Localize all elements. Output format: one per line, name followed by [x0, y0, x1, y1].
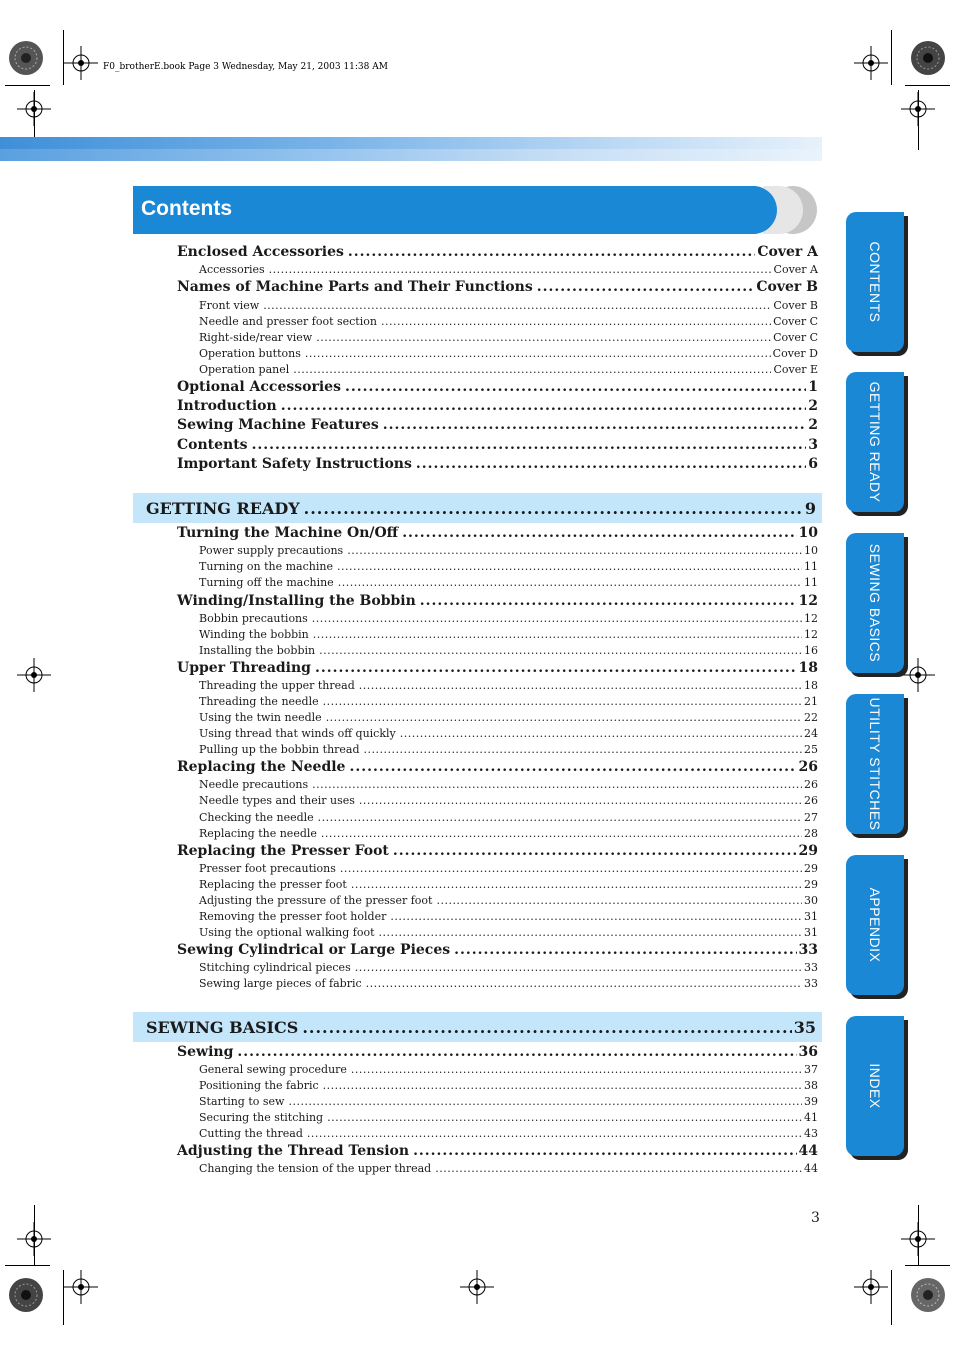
toc-subentry[interactable]: Needle and presser foot section ..... Cover C	[199, 315, 818, 329]
color-rosette-icon	[910, 1277, 946, 1313]
toc-subentry[interactable]: Operation buttons ..... Cover D	[199, 347, 818, 361]
toc-subentry[interactable]: Adjusting the pressure of the presser foot ..... 30	[199, 894, 818, 908]
toc-subentry[interactable]: Turning off the machine ..... 11	[199, 576, 818, 590]
tab-appendix[interactable]: APPENDIX	[846, 855, 904, 995]
section-header-getting-ready[interactable]: GETTING READY ..... 9	[133, 493, 822, 523]
registration-mark-icon	[64, 46, 98, 80]
toc-entry[interactable]: Introduction ..... 2	[177, 398, 818, 416]
toc-entry[interactable]: Adjusting the Thread Tension ..... 44	[177, 1143, 818, 1161]
toc-subentry[interactable]: Removing the presser foot holder ..... 31	[199, 910, 818, 924]
toc-subentry[interactable]: Cutting the thread ..... 43	[199, 1127, 818, 1141]
toc-entry[interactable]: Names of Machine Parts and Their Functions ..... Cover B	[177, 279, 818, 297]
top-gradient-bar	[0, 137, 822, 161]
toc-entry[interactable]: Sewing Machine Features ..... 2	[177, 417, 818, 435]
tab-index[interactable]: INDEX	[846, 1016, 904, 1156]
toc-subentry[interactable]: General sewing procedure ..... 37	[199, 1063, 818, 1077]
toc-subentry[interactable]: Winding the bobbin ..... 12	[199, 628, 818, 642]
registration-mark-icon	[901, 658, 935, 692]
registration-mark-icon	[17, 1222, 51, 1256]
toc-subentry[interactable]: Checking the needle ..... 27	[199, 811, 818, 825]
registration-mark-icon	[460, 1270, 494, 1304]
toc-subentry[interactable]: Using thread that winds off quickly ..... 24	[199, 727, 818, 741]
toc-entry[interactable]: Upper Threading ..... 18	[177, 660, 818, 678]
toc-subentry[interactable]: Replacing the presser foot ..... 29	[199, 878, 818, 892]
registration-mark-icon	[854, 46, 888, 80]
toc-subentry[interactable]: Replacing the needle ..... 28	[199, 827, 818, 841]
section-header-sewing-basics[interactable]: SEWING BASICS ..... 35	[133, 1012, 822, 1042]
color-rosette-icon	[8, 40, 44, 76]
toc-subentry[interactable]: Bobbin precautions ..... 12	[199, 612, 818, 626]
toc-subentry[interactable]: Stitching cylindrical pieces ..... 33	[199, 961, 818, 975]
toc-subentry[interactable]: Presser foot precautions ..... 29	[199, 862, 818, 876]
toc-entry[interactable]: Sewing ..... 36	[177, 1044, 818, 1062]
registration-mark-icon	[901, 92, 935, 126]
toc-subentry[interactable]: Right-side/rear view ..... Cover C	[199, 331, 818, 345]
toc-subentry[interactable]: Needle types and their uses ..... 26	[199, 794, 818, 808]
registration-mark-icon	[17, 658, 51, 692]
toc-subentry[interactable]: Sewing large pieces of fabric ..... 33	[199, 977, 818, 991]
toc-subentry[interactable]: Operation panel ..... Cover E	[199, 363, 818, 377]
toc-subentry[interactable]: Positioning the fabric ..... 38	[199, 1079, 818, 1093]
toc-entry[interactable]: Contents ..... 3	[177, 437, 818, 455]
tab-getting-ready[interactable]: GETTING READY	[846, 372, 904, 512]
page-title: Contents	[141, 197, 232, 220]
tab-utility-stitches[interactable]: UTILITY STITCHES	[846, 694, 904, 834]
toc-subentry[interactable]: Turning on the machine ..... 11	[199, 560, 818, 574]
toc-subentry[interactable]: Front view ..... Cover B	[199, 299, 818, 313]
toc-entry[interactable]: Optional Accessories ..... 1	[177, 379, 818, 397]
toc-subentry[interactable]: Pulling up the bobbin thread ..... 25	[199, 743, 818, 757]
registration-mark-icon	[901, 1222, 935, 1256]
toc-entry[interactable]: Replacing the Needle ..... 26	[177, 759, 818, 777]
color-rosette-icon	[910, 40, 946, 76]
toc-subentry[interactable]: Changing the tension of the upper thread ..... 44	[199, 1162, 818, 1176]
color-rosette-icon	[8, 1277, 44, 1313]
toc-subentry[interactable]: Using the twin needle ..... 22	[199, 711, 818, 725]
toc-subentry[interactable]: Needle precautions ..... 26	[199, 778, 818, 792]
registration-mark-icon	[64, 1270, 98, 1304]
toc-subentry[interactable]: Threading the needle ..... 21	[199, 695, 818, 709]
toc-entry[interactable]: Important Safety Instructions ..... 6	[177, 456, 818, 474]
tab-contents[interactable]: CONTENTS	[846, 212, 904, 352]
tab-sewing-basics[interactable]: SEWING BASICS	[846, 533, 904, 673]
title-bar	[133, 186, 777, 234]
toc-entry[interactable]: Turning the Machine On/Off ..... 10	[177, 525, 818, 543]
toc-entry[interactable]: Winding/Installing the Bobbin ..... 12	[177, 593, 818, 611]
toc-subentry[interactable]: Using the optional walking foot ..... 31	[199, 926, 818, 940]
toc-subentry[interactable]: Installing the bobbin ..... 16	[199, 644, 818, 658]
toc-subentry[interactable]: Power supply precautions ..... 10	[199, 544, 818, 558]
toc-subentry[interactable]: Starting to sew ..... 39	[199, 1095, 818, 1109]
toc-entry[interactable]: Enclosed Accessories ..... Cover A	[177, 244, 818, 262]
page-number: 3	[811, 1210, 820, 1226]
toc-subentry[interactable]: Threading the upper thread ..... 18	[199, 679, 818, 693]
toc-subentry[interactable]: Accessories ..... Cover A	[199, 263, 818, 277]
toc-subentry[interactable]: Securing the stitching ..... 41	[199, 1111, 818, 1125]
toc-entry[interactable]: Sewing Cylindrical or Large Pieces ..... 33	[177, 942, 818, 960]
registration-mark-icon	[17, 92, 51, 126]
toc-entry[interactable]: Replacing the Presser Foot ..... 29	[177, 843, 818, 861]
file-header-note: F0_brotherE.book Page 3 Wednesday, May 21, 2003 11:38 AM	[103, 62, 388, 72]
registration-mark-icon	[854, 1270, 888, 1304]
